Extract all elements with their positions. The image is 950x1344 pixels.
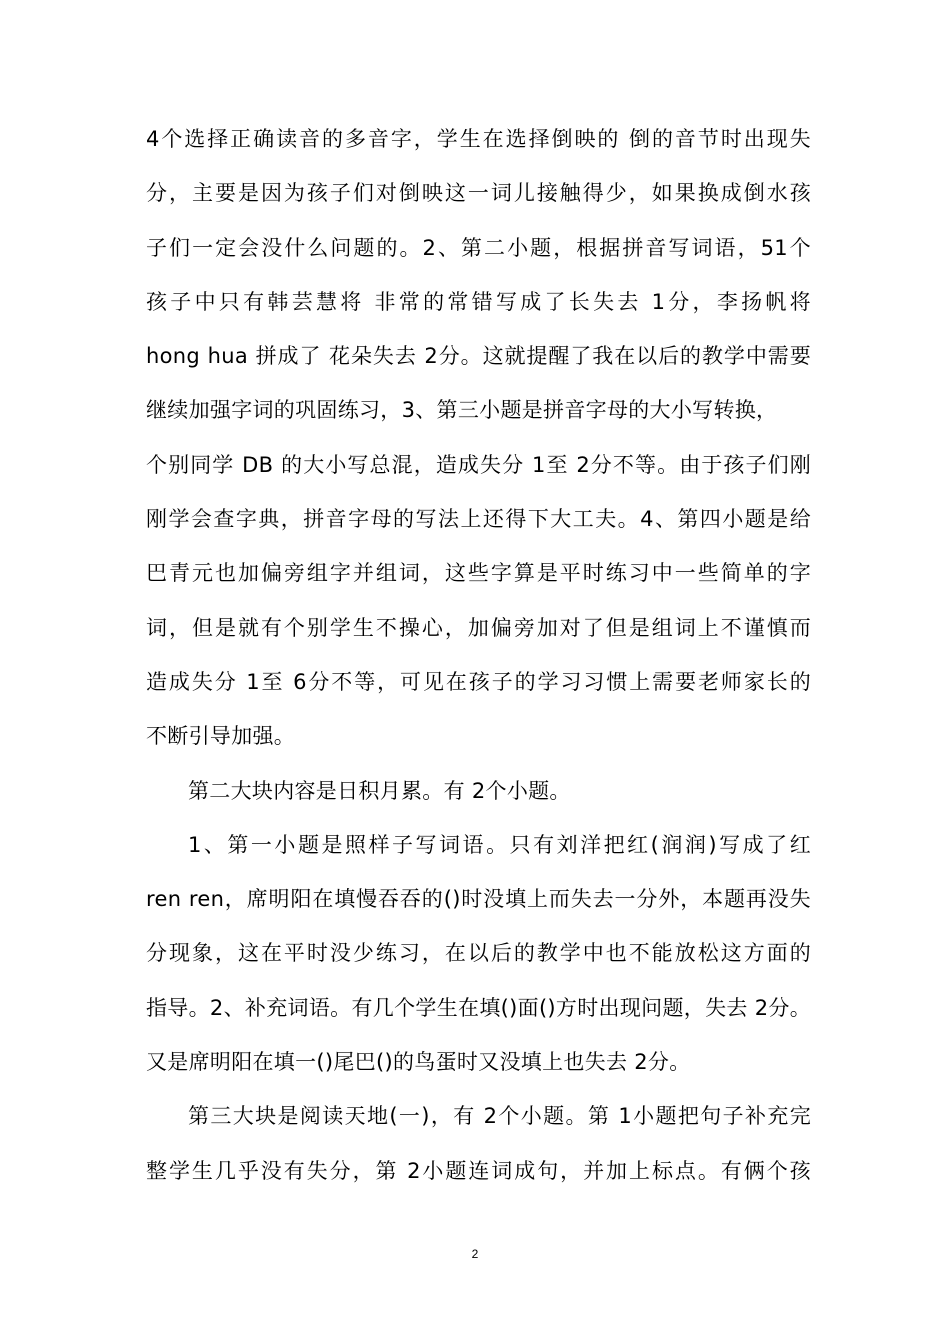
text-line: 第三大块是阅读天地(一)，有 2个小题。第 1小题把句子补充完: [188, 1104, 811, 1129]
text-line: 分，主要是因为孩子们对倒映这一词儿接触得少，如果换成倒水孩: [146, 181, 811, 206]
text-line: 又是席明阳在填一()尾巴()的鸟蛋时又没填上也失去 2分。: [146, 1050, 691, 1075]
page-number: 2: [471, 1247, 479, 1261]
body-text: [146, 117, 811, 1203]
text-line: 分现象，这在平时没少练习，在以后的教学中也不能放松这方面的: [146, 941, 811, 966]
text-line: 1、第一小题是照样子写词语。只有刘洋把红(润润)写成了红: [188, 832, 811, 857]
text-line: 孩子中只有韩芸慧将 非常的常错写成了长失去 1分，李扬帆将: [146, 289, 811, 314]
text-line: 造成失分 1至 6分不等，可见在孩子的学习习惯上需要老师家长的: [146, 669, 811, 694]
text-line: 4个选择正确读音的多音字，学生在选择倒映的 倒的音节时出现失: [146, 127, 811, 151]
text-line: 巴青元也加偏旁组字并组词，这些字算是平时练习中一些简单的字: [146, 561, 811, 586]
text-line: 子们一定会没什么问题的。2、第二小题，根据拼音写词语，51个: [146, 235, 811, 260]
text-line: 整学生几乎没有失分，第 2小题连词成句，并加上标点。有俩个孩: [146, 1158, 811, 1183]
text-line: 词，但是就有个别学生不操心，加偏旁加对了但是组词上不谨慎而: [146, 615, 811, 640]
text-line: 个别同学 DB 的大小写总混，造成失分 1至 2分不等。由于孩子们刚: [146, 452, 811, 477]
text-line: 继续加强字词的巩固练习，3、第三小题是拼音字母的大小写转换，: [146, 398, 778, 423]
text-line: hong hua 拼成了 花朵失去 2分。这就提醒了我在以后的教学中需要: [146, 344, 811, 369]
text-line: 第二大块内容是日积月累。有 2个小题。: [188, 778, 571, 803]
text-line: ren ren，席明阳在填慢吞吞的()时没填上而失去一分外，本题再没失: [146, 887, 811, 912]
text-line: 不断引导加强。: [146, 724, 296, 749]
text-line: 指导。2、补充词语。有几个学生在填()面()方时出现问题，失去 2分。: [146, 995, 811, 1020]
text-line: 刚学会查字典，拼音字母的写法上还得下大工夫。4、第四小题是给: [146, 507, 811, 532]
